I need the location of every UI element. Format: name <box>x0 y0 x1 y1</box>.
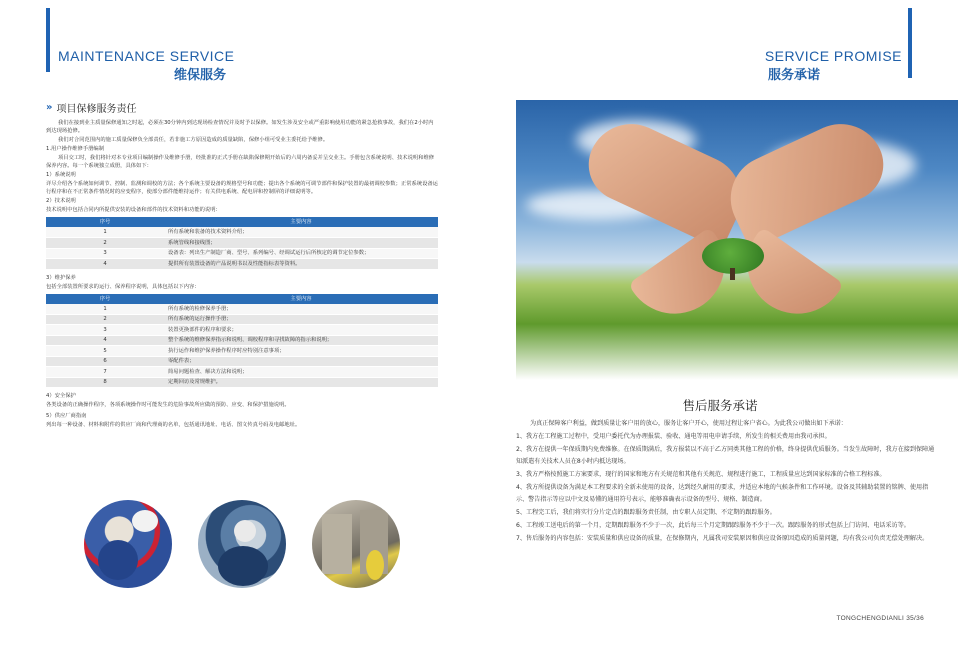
promise-title: 售后服务承诺 <box>682 398 758 413</box>
table-row <box>46 346 438 357</box>
paragraph: 各类设备的正确操作程序，各项系统操作时可能发生的危险事故所应做的预防、应变、和保护措施说明。 <box>46 402 290 408</box>
photo-strip <box>84 500 400 588</box>
cell-text: 整个系统的维修保养指示和说明、调校程序和寻找故障的指示和说明； <box>164 335 438 346</box>
left-body <box>46 119 438 430</box>
cell-no: 1 <box>46 227 164 238</box>
header-accent-bar <box>908 8 912 78</box>
table-row <box>46 227 438 238</box>
subheading: 2）技术说明 <box>46 198 76 204</box>
cell-no: 2 <box>46 238 164 249</box>
cell-no: 1 <box>46 304 164 315</box>
paragraph: 技术说明中包括合同内所提供安装的设备和部件的技术资料和功能的说明： <box>46 207 221 213</box>
promise-item: 5、工程完工后，我们将实行分片定点的跟踪服务责任制，由专职人员定期、不定期的跟踪服务。 <box>516 508 776 516</box>
left-header-cn: 维保服务 <box>174 68 227 83</box>
section-title-text: 项目保修服务责任 <box>56 104 137 115</box>
table-row <box>46 238 438 249</box>
subheading: 3）维护保养 <box>46 274 76 281</box>
left-header-en: MAINTENANCE SERVICE <box>58 48 235 64</box>
cell-text: 装置更换部件的程序和要求； <box>164 325 438 336</box>
cell-text: 提供所有装置设备的产品说明书以及性能指标表等资料。 <box>164 259 438 270</box>
maintenance-table <box>46 294 438 389</box>
section-title <box>46 100 136 115</box>
paragraph: 我们对合同范围内的施工质量保修负全部责任，若非施工方原因造成的质量缺陷，保修小组可受业主委托给予维修。 <box>58 137 329 143</box>
cell-no: 5 <box>46 346 164 357</box>
promise-item: 3、我方严格按照施工方案要求，现行的国家和地方有关规范和其他有关规范、规程进行施工，工程质量应达到国家标准的合格工程标准。 <box>516 470 886 478</box>
promise-item: 7、售后服务的内容包括：安装质量和供应设备的质量，在保修期内，凡属我司安装原因和供应设备原因造成的质量问题，均有我公司负责无偿处理解决。 <box>516 534 929 542</box>
table-row <box>46 248 438 259</box>
right-page <box>480 0 960 660</box>
cell-no: 8 <box>46 377 164 388</box>
promise-item: 4、我方所提供设备为满足本工程要求的全新未使用的设备，达到经久耐用的要求，并适应本地的气候条件和工作环境。设备及其辅助装置的铭牌、使用指示、警告指示等应以中文及易懂的通用符号表示，能够准确表示设备的型号、规格、制造商。 <box>516 483 929 503</box>
cell-text: 简易问题检查、解决方法和说明； <box>164 367 438 378</box>
technical-docs-table <box>46 217 438 270</box>
paragraph: 我们在接到业主质量保修通知之时起，必须在30分钟内到达现场检查情况并及时予以保修。如发生涉及安全或严重影响使用功能的紧急抢救事故，我们在2小时内到达现场抢修。 <box>46 120 434 134</box>
subheading: 5）供应厂商指南 <box>46 413 87 419</box>
cell-no: 2 <box>46 314 164 325</box>
promise-item: 1、我方在工程施工过程中，受用户委托代为办理报装、验收、通电等用电申请手续，所发生的相关费用由我司承担。 <box>516 433 831 441</box>
cell-no: 4 <box>46 335 164 346</box>
table-row <box>46 304 438 315</box>
cell-no: 6 <box>46 356 164 367</box>
table-header-no: 序号 <box>46 217 164 227</box>
cell-no: 4 <box>46 259 164 270</box>
cell-text: 系统管线和接线图； <box>164 238 438 249</box>
paragraph: 项目交工时，我们将针对本专业项目编制操作及维修手册，经批准的正式手册在缺陷保修期开始后的六周内备妥并呈交业主。手册包含系统说明、技术说明和维修保养内容。每一个系统独立成册，具体如下： <box>46 155 435 169</box>
right-header-en: SERVICE PROMISE <box>764 48 902 64</box>
cell-no: 7 <box>46 367 164 378</box>
cell-text: 执行运作和维护保养操作程序时应特别注意事项； <box>164 346 438 357</box>
promise-intro: 为真正保障客户利益，做到质量让客户用的放心，服务让客户开心，使用过程让客户省心。为此我公司做出如下承诺： <box>530 420 847 427</box>
cell-text: 所有系统的运行操作手册； <box>164 314 438 325</box>
cell-text: 所有系统的检修保养手册； <box>164 304 438 315</box>
subheading: 1）系统说明 <box>46 172 76 178</box>
cell-text: 定期回访及常规维护。 <box>164 377 438 388</box>
subheading: 4）安全保护 <box>46 393 76 399</box>
header-accent-bar <box>46 8 50 72</box>
hero-image-heart-hands <box>516 100 958 380</box>
promise-body <box>516 418 936 546</box>
table-row <box>46 325 438 336</box>
table-row <box>46 377 438 388</box>
cell-text: 所有系统和装备的技术资料介绍； <box>164 227 438 238</box>
table-row <box>46 335 438 346</box>
table-header-content: 主要内容 <box>164 294 438 304</box>
right-header-cn: 服务承诺 <box>768 68 821 83</box>
page-footer: TONGCHENGDIANLI 35/36 <box>836 615 924 622</box>
table-row <box>46 356 438 367</box>
table-header-content: 主要内容 <box>164 217 438 227</box>
table-header-no: 序号 <box>46 294 164 304</box>
double-chevron-icon: » <box>46 102 53 113</box>
photo-electrical-cabinets <box>312 500 400 588</box>
table-row <box>46 314 438 325</box>
cell-text: 零配件表； <box>164 356 438 367</box>
paragraph: 列出每一种设备、材料和附件的供应厂商和代理商的名单，包括通讯地址、电话、图文传真号码及电邮地址。 <box>46 422 301 428</box>
promise-item: 2、我方在提供一年保质期内免费维修。在保质期满后，我方报装以不高于乙方同类其他工程的价格，终身提供优质服务。当发生故障时，我方在接到保障通知派遣有关技术人员在8小时内抵达现场。 <box>516 446 935 465</box>
photo-workers-reviewing-plans <box>84 500 172 588</box>
promise-item: 6、工程竣工送电后的第一个月，定期跟踪服务不少于一次，此后每三个月定期跟踪服务不少于一次。跟踪服务的形式包括上门访问、电话采访等。 <box>516 521 910 529</box>
photo-engineer-at-panel <box>198 500 286 588</box>
heading: 1.用户操作维修手册编制 <box>46 146 105 152</box>
paragraph: 详尽介绍各个系统如何调节、控制、监测和调校的方法；各个系统主要设备的规格型号和功能；提出各个系统的可调节部件和保护装置的最初调校参数；正常系统设备运行程序和在不正常条件情况时的应变程序，使部分部件能维持运作；有关供电系统、配电屏和控制屏的详细说明等。 <box>46 181 438 195</box>
cell-no: 3 <box>46 325 164 336</box>
cell-text: 设备表：列出生产制造厂商、型号、系列编号、经调试运行后所核定的调节定位参数； <box>164 248 438 259</box>
cell-no: 3 <box>46 248 164 259</box>
paragraph: 包括全部装置所要求的运行、保养程序说明，具体包括以下内容： <box>46 283 200 290</box>
table-row <box>46 367 438 378</box>
table-row <box>46 259 438 270</box>
